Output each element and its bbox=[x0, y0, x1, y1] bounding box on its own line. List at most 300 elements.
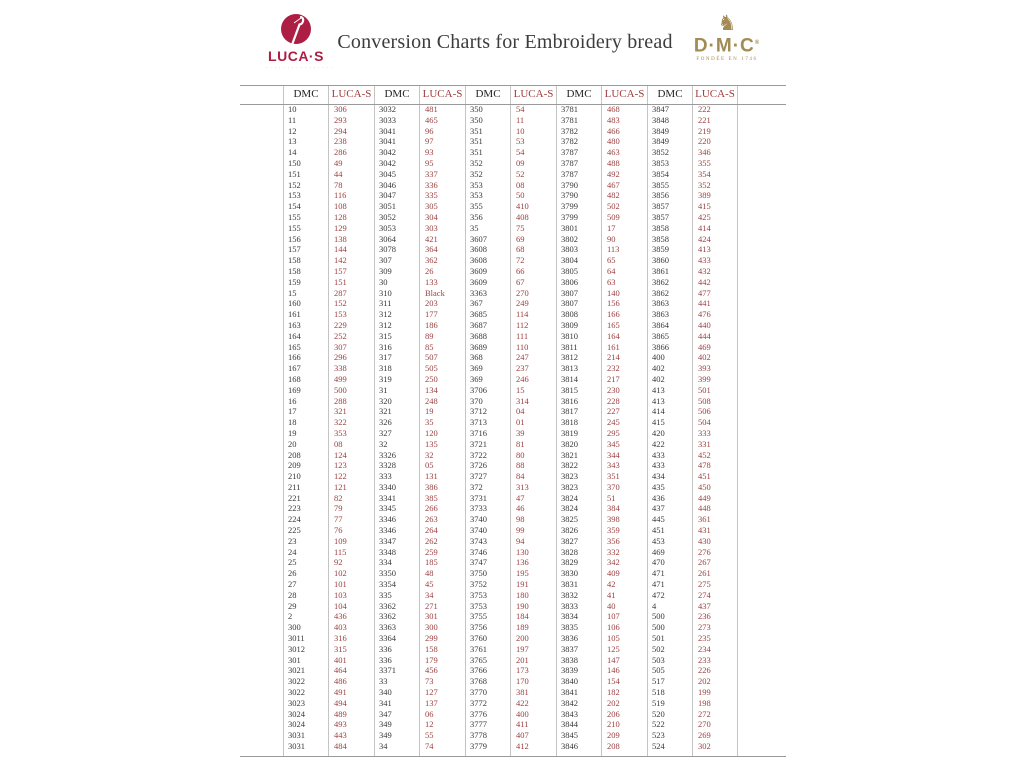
lucas-code-cell: 233 bbox=[698, 654, 711, 665]
dmc-code-cell: 3863 bbox=[652, 298, 669, 309]
dmc-code-cell: 519 bbox=[652, 697, 665, 708]
dmc-code-cell: 3756 bbox=[470, 622, 487, 633]
lucas-code-cell: 389 bbox=[698, 190, 711, 201]
lucas-code-cell: 179 bbox=[425, 654, 438, 665]
lucas-code-cell: 229 bbox=[334, 319, 347, 330]
dmc-code-cell: 24 bbox=[288, 546, 297, 557]
lucas-code-cell: 413 bbox=[698, 244, 711, 255]
dmc-code-cell: 335 bbox=[379, 589, 392, 600]
lucas-code-cell: 04 bbox=[516, 406, 525, 417]
dmc-code-cell: 163 bbox=[288, 319, 301, 330]
dmc-code-cell: 3815 bbox=[561, 384, 578, 395]
dmc-code-cell: 3829 bbox=[561, 557, 578, 568]
lucas-code-cell: 41 bbox=[607, 589, 616, 600]
dmc-code-cell: 29 bbox=[288, 600, 297, 611]
lucas-code-cell: 492 bbox=[607, 168, 620, 179]
lucas-code-cell: 500 bbox=[334, 384, 347, 395]
lucas-code-cell: 484 bbox=[334, 741, 347, 752]
lucas-code-cell: 264 bbox=[425, 525, 438, 536]
dmc-code-cell: 353 bbox=[470, 179, 483, 190]
lucas-code-cell: 443 bbox=[334, 730, 347, 741]
dmc-code-cell: 25 bbox=[288, 557, 297, 568]
dmc-column-header: DMC bbox=[566, 88, 592, 100]
lucas-code-cell: 220 bbox=[698, 136, 711, 147]
lucas-code-cell: 106 bbox=[607, 622, 620, 633]
lucas-code-cell: 299 bbox=[425, 633, 438, 644]
conversion-table bbox=[240, 85, 786, 757]
dmc-code-cell: 3772 bbox=[470, 697, 487, 708]
dmc-code-cell: 502 bbox=[652, 643, 665, 654]
lucas-code-cell: 135 bbox=[425, 438, 438, 449]
lucas-code-cell: 332 bbox=[607, 546, 620, 557]
dmc-code-cell: 3755 bbox=[470, 611, 487, 622]
dmc-code-cell: 223 bbox=[288, 503, 301, 514]
dmc-code-cell: 3362 bbox=[379, 611, 396, 622]
dmc-code-cell: 153 bbox=[288, 190, 301, 201]
lucas-code-cell: 262 bbox=[425, 535, 438, 546]
dmc-code-cell: 517 bbox=[652, 676, 665, 687]
lucas-code-cell: 505 bbox=[425, 363, 438, 374]
lucas-code-cell: 451 bbox=[698, 471, 711, 482]
dmc-code-cell: 3078 bbox=[379, 244, 396, 255]
dmc-code-cell: 157 bbox=[288, 244, 301, 255]
dmc-code-cell: 3830 bbox=[561, 568, 578, 579]
dmc-code-cell: 3779 bbox=[470, 741, 487, 752]
lucas-code-cell: 502 bbox=[607, 201, 620, 212]
dmc-code-cell: 3747 bbox=[470, 557, 487, 568]
lucas-code-cell: 315 bbox=[334, 643, 347, 654]
lucas-code-cell: 146 bbox=[607, 665, 620, 676]
dmc-code-cell: 31 bbox=[379, 384, 388, 395]
lucas-code-cell: 182 bbox=[607, 687, 620, 698]
lucas-column-header: LUCA-S bbox=[331, 88, 372, 100]
lucas-code-cell: 506 bbox=[698, 406, 711, 417]
lucas-code-cell: 410 bbox=[516, 201, 529, 212]
dmc-code-cell: 150 bbox=[288, 157, 301, 168]
dmc-code-cell: 3346 bbox=[379, 514, 396, 525]
lucas-code-cell: 136 bbox=[516, 557, 529, 568]
lucas-code-cell: 26 bbox=[425, 265, 434, 276]
dmc-code-cell: 320 bbox=[379, 395, 392, 406]
lucas-code-cell: 351 bbox=[607, 471, 620, 482]
lucas-code-cell: 51 bbox=[607, 492, 616, 503]
dmc-code-cell: 3022 bbox=[288, 687, 305, 698]
dmc-code-cell: 402 bbox=[652, 373, 665, 384]
dmc-code-cell: 11 bbox=[288, 114, 297, 125]
lucas-code-cell: 344 bbox=[607, 449, 620, 460]
lucas-code-cell: 46 bbox=[516, 503, 525, 514]
dmc-code-cell: 3799 bbox=[561, 201, 578, 212]
dmc-code-cell: 422 bbox=[652, 438, 665, 449]
dmc-code-cell: 158 bbox=[288, 265, 301, 276]
dmc-code-cell: 3835 bbox=[561, 622, 578, 633]
dmc-code-cell: 26 bbox=[288, 568, 297, 579]
lucas-code-cell: 345 bbox=[607, 438, 620, 449]
lucas-code-cell: 147 bbox=[607, 654, 620, 665]
lucas-code-cell: 112 bbox=[516, 319, 529, 330]
lucas-code-cell: 272 bbox=[698, 708, 711, 719]
lucas-code-cell: 214 bbox=[607, 352, 620, 363]
lucas-column-2 bbox=[419, 86, 465, 756]
dmc-code-cell: 312 bbox=[379, 309, 392, 320]
dmc-code-cell: 3807 bbox=[561, 287, 578, 298]
dmc-code-cell: 470 bbox=[652, 557, 665, 568]
lucas-code-cell: 401 bbox=[334, 654, 347, 665]
lucas-code-cell: 47 bbox=[516, 492, 525, 503]
lucas-code-cell: 111 bbox=[516, 330, 529, 341]
lucas-code-cell: 509 bbox=[607, 211, 620, 222]
dmc-code-cell: 3023 bbox=[288, 697, 305, 708]
dmc-code-cell: 356 bbox=[470, 211, 483, 222]
dmc-code-cell: 3326 bbox=[379, 449, 396, 460]
lucas-code-cell: 144 bbox=[334, 244, 347, 255]
lucas-code-cell: 67 bbox=[516, 276, 525, 287]
dmc-code-cell: 3824 bbox=[561, 492, 578, 503]
lucas-code-cell: 64 bbox=[607, 265, 616, 276]
dmc-code-cell: 433 bbox=[652, 449, 665, 460]
lucas-logo-text: LUCA·S bbox=[268, 48, 324, 64]
lucas-code-cell: 403 bbox=[334, 622, 347, 633]
dmc-code-cell: 3802 bbox=[561, 233, 578, 244]
lucas-code-cell: 300 bbox=[425, 622, 438, 633]
dmc-code-cell: 500 bbox=[652, 611, 665, 622]
dmc-code-cell: 3857 bbox=[652, 201, 669, 212]
dmc-code-cell: 321 bbox=[379, 406, 392, 417]
lucas-code-cell: 93 bbox=[425, 147, 434, 158]
lucas-code-cell: 54 bbox=[516, 104, 525, 114]
lucas-code-cell: 444 bbox=[698, 330, 711, 341]
lucas-code-cell: 05 bbox=[425, 460, 434, 471]
dmc-code-cell: 469 bbox=[652, 546, 665, 557]
lucas-code-cell: 124 bbox=[334, 449, 347, 460]
dmc-code-cell: 3866 bbox=[652, 341, 669, 352]
dmc-code-cell: 33 bbox=[379, 676, 388, 687]
lucas-code-cell: 247 bbox=[516, 352, 529, 363]
lucas-code-cell: 81 bbox=[516, 438, 525, 449]
lucas-code-cell: 104 bbox=[334, 600, 347, 611]
dmc-code-cell: 524 bbox=[652, 741, 665, 752]
lucas-code-cell: 399 bbox=[698, 373, 711, 384]
dmc-code-cell: 3828 bbox=[561, 546, 578, 557]
lucas-code-cell: 105 bbox=[607, 633, 620, 644]
dmc-code-cell: 434 bbox=[652, 471, 665, 482]
registered-mark: ® bbox=[754, 40, 761, 46]
lucas-code-cell: 430 bbox=[698, 535, 711, 546]
dmc-code-cell: 3340 bbox=[379, 481, 396, 492]
dmc-code-cell: 3836 bbox=[561, 633, 578, 644]
dmc-code-cell: 3820 bbox=[561, 438, 578, 449]
lucas-code-cell: 152 bbox=[334, 298, 347, 309]
dmc-code-cell: 3787 bbox=[561, 157, 578, 168]
dmc-code-cell: 35 bbox=[470, 222, 479, 233]
lucas-code-cell: 53 bbox=[516, 136, 525, 147]
lucas-code-cell: 113 bbox=[607, 244, 620, 255]
lucas-code-cell: 10 bbox=[516, 125, 525, 136]
lucas-code-cell: 15 bbox=[516, 384, 525, 395]
dmc-code-cell: 353 bbox=[470, 190, 483, 201]
dmc-code-cell: 3753 bbox=[470, 589, 487, 600]
lucas-code-cell: 142 bbox=[334, 255, 347, 266]
lucas-column-header: LUCA-S bbox=[604, 88, 645, 100]
dmc-code-cell: 3689 bbox=[470, 341, 487, 352]
dmc-code-cell: 3855 bbox=[652, 179, 669, 190]
dmc-code-cell: 3760 bbox=[470, 633, 487, 644]
lucas-code-cell: 508 bbox=[698, 395, 711, 406]
dmc-code-cell: 3347 bbox=[379, 535, 396, 546]
dmc-code-cell: 518 bbox=[652, 687, 665, 698]
lucas-code-cell: 482 bbox=[607, 190, 620, 201]
dmc-code-cell: 3787 bbox=[561, 168, 578, 179]
dmc-code-cell: 334 bbox=[379, 557, 392, 568]
lucas-code-cell: 78 bbox=[334, 179, 343, 190]
dmc-code-cell: 336 bbox=[379, 654, 392, 665]
dmc-code-cell: 3042 bbox=[379, 147, 396, 158]
lucas-code-cell: 302 bbox=[698, 741, 711, 752]
lucas-code-cell: 08 bbox=[516, 179, 525, 190]
dmc-code-cell: 3607 bbox=[470, 233, 487, 244]
lucas-code-cell: 467 bbox=[607, 179, 620, 190]
horse-icon: ♞ bbox=[717, 11, 737, 35]
lucas-code-cell: 465 bbox=[425, 114, 438, 125]
lucas-code-cell: 82 bbox=[334, 492, 343, 503]
lucas-code-cell: 197 bbox=[516, 643, 529, 654]
dmc-code-cell: 3743 bbox=[470, 535, 487, 546]
lucas-code-cell: 199 bbox=[698, 687, 711, 698]
dmc-column-3 bbox=[465, 86, 510, 756]
lucas-code-cell: 385 bbox=[425, 492, 438, 503]
lucas-code-cell: 422 bbox=[516, 697, 529, 708]
dmc-code-cell: 340 bbox=[379, 687, 392, 698]
lucas-code-cell: 177 bbox=[425, 309, 438, 320]
lucas-code-cell: 273 bbox=[698, 622, 711, 633]
dmc-code-cell: 3046 bbox=[379, 179, 396, 190]
dmc-code-cell: 3807 bbox=[561, 298, 578, 309]
dmc-logo bbox=[688, 12, 766, 62]
lucas-code-cell: 338 bbox=[334, 363, 347, 374]
dmc-code-cell: 3053 bbox=[379, 222, 396, 233]
lucas-code-cell: 301 bbox=[425, 611, 438, 622]
dmc-code-cell: 3022 bbox=[288, 676, 305, 687]
lucas-code-cell: 203 bbox=[425, 298, 438, 309]
dmc-code-cell: 3047 bbox=[379, 190, 396, 201]
lucas-code-cell: 504 bbox=[698, 417, 711, 428]
lucas-code-cell: 45 bbox=[425, 579, 434, 590]
dmc-code-cell: 3740 bbox=[470, 525, 487, 536]
dmc-code-cell: 3012 bbox=[288, 643, 305, 654]
dmc-code-cell: 3782 bbox=[561, 136, 578, 147]
lucas-code-cell: 304 bbox=[425, 211, 438, 222]
dmc-code-cell: 167 bbox=[288, 363, 301, 374]
dmc-code-cell: 3812 bbox=[561, 352, 578, 363]
dmc-code-cell: 3354 bbox=[379, 579, 396, 590]
dmc-code-cell: 3865 bbox=[652, 330, 669, 341]
dmc-code-cell: 3805 bbox=[561, 265, 578, 276]
dmc-code-cell: 166 bbox=[288, 352, 301, 363]
dmc-code-cell: 3024 bbox=[288, 708, 305, 719]
lucas-code-cell: 411 bbox=[516, 719, 529, 730]
dmc-code-cell: 13 bbox=[288, 136, 297, 147]
lucas-code-cell: 238 bbox=[334, 136, 347, 147]
lucas-code-cell: 275 bbox=[698, 579, 711, 590]
lucas-code-cell: 436 bbox=[334, 611, 347, 622]
lucas-code-cell: 164 bbox=[607, 330, 620, 341]
dmc-code-cell: 402 bbox=[652, 363, 665, 374]
lucas-code-cell: 50 bbox=[516, 190, 525, 201]
lucas-code-cell: 294 bbox=[334, 125, 347, 136]
dmc-code-cell: 3809 bbox=[561, 319, 578, 330]
lucas-column-4 bbox=[601, 86, 647, 756]
dmc-code-cell: 19 bbox=[288, 427, 297, 438]
dmc-code-cell: 370 bbox=[470, 395, 483, 406]
dmc-code-cell: 3346 bbox=[379, 525, 396, 536]
dmc-code-cell: 3362 bbox=[379, 600, 396, 611]
dmc-code-cell: 3823 bbox=[561, 471, 578, 482]
lucas-code-cell: 336 bbox=[425, 179, 438, 190]
dmc-code-cell: 318 bbox=[379, 363, 392, 374]
dmc-code-cell: 3608 bbox=[470, 244, 487, 255]
lucas-code-cell: 286 bbox=[334, 147, 347, 158]
lucas-code-cell: 39 bbox=[516, 427, 525, 438]
dmc-code-cell: 3345 bbox=[379, 503, 396, 514]
lucas-code-cell: 456 bbox=[425, 665, 438, 676]
lucas-code-cell: 270 bbox=[516, 287, 529, 298]
dmc-code-cell: 433 bbox=[652, 460, 665, 471]
dmc-code-cell: 350 bbox=[470, 104, 483, 114]
dmc-code-cell: 413 bbox=[652, 384, 665, 395]
lucas-code-cell: 65 bbox=[607, 255, 616, 266]
lucas-code-cell: 491 bbox=[334, 687, 347, 698]
lucas-code-cell: 88 bbox=[516, 460, 525, 471]
dmc-column-header: DMC bbox=[657, 88, 683, 100]
dmc-code-cell: 307 bbox=[379, 255, 392, 266]
lucas-code-cell: 276 bbox=[698, 546, 711, 557]
lucas-code-cell: 464 bbox=[334, 665, 347, 676]
lucas-code-cell: 402 bbox=[698, 352, 711, 363]
lucas-code-cell: 468 bbox=[607, 104, 620, 114]
dmc-code-cell: 211 bbox=[288, 481, 301, 492]
dmc-code-cell: 3778 bbox=[470, 730, 487, 741]
lucas-code-cell: 226 bbox=[698, 665, 711, 676]
dmc-code-cell: 349 bbox=[379, 730, 392, 741]
dmc-code-cell: 3781 bbox=[561, 114, 578, 125]
lucas-code-cell: 450 bbox=[698, 481, 711, 492]
lucas-logo-tagline: · · · · · · · · · · · · · · · · bbox=[266, 65, 334, 70]
dmc-code-cell: 3849 bbox=[652, 136, 669, 147]
lucas-code-cell: 232 bbox=[607, 363, 620, 374]
dmc-code-cell: 151 bbox=[288, 168, 301, 179]
dmc-code-cell: 333 bbox=[379, 471, 392, 482]
lucas-code-cell: 222 bbox=[698, 104, 711, 114]
dmc-code-cell: 27 bbox=[288, 579, 297, 590]
dmc-code-cell: 155 bbox=[288, 222, 301, 233]
dmc-code-cell: 352 bbox=[470, 157, 483, 168]
lucas-code-cell: 480 bbox=[607, 136, 620, 147]
dmc-column-1 bbox=[283, 86, 328, 756]
lucas-code-cell: 476 bbox=[698, 309, 711, 320]
dmc-code-cell: 3781 bbox=[561, 104, 578, 114]
dmc-code-cell: 3363 bbox=[470, 287, 487, 298]
dmc-code-cell: 3858 bbox=[652, 222, 669, 233]
dmc-code-cell: 3782 bbox=[561, 125, 578, 136]
dmc-code-cell: 3862 bbox=[652, 276, 669, 287]
lucas-code-cell: 408 bbox=[516, 211, 529, 222]
dmc-code-cell: 3770 bbox=[470, 687, 487, 698]
dmc-code-cell: 16 bbox=[288, 395, 297, 406]
lucas-code-cell: 322 bbox=[334, 417, 347, 428]
lucas-code-cell: 362 bbox=[425, 255, 438, 266]
dmc-column-5 bbox=[647, 86, 692, 756]
lucas-code-cell: 507 bbox=[425, 352, 438, 363]
lucas-code-cell: 234 bbox=[698, 643, 711, 654]
dmc-code-cell: 3706 bbox=[470, 384, 487, 395]
dmc-code-cell: 3790 bbox=[561, 179, 578, 190]
dmc-code-cell: 156 bbox=[288, 233, 301, 244]
dmc-code-cell: 30 bbox=[379, 276, 388, 287]
lucas-code-cell: 489 bbox=[334, 708, 347, 719]
lucas-code-cell: 386 bbox=[425, 481, 438, 492]
dmc-code-cell: 3740 bbox=[470, 514, 487, 525]
dmc-code-cell: 4 bbox=[652, 600, 657, 611]
lucas-code-cell: 250 bbox=[425, 373, 438, 384]
dmc-code-cell: 3766 bbox=[470, 665, 487, 676]
lucas-code-cell: 34 bbox=[425, 589, 434, 600]
dmc-code-cell: 523 bbox=[652, 730, 665, 741]
lucas-code-cell: 466 bbox=[607, 125, 620, 136]
dmc-column-header: DMC bbox=[384, 88, 410, 100]
dmc-code-cell: 351 bbox=[470, 136, 483, 147]
lucas-code-cell: 48 bbox=[425, 568, 434, 579]
lucas-code-cell: 180 bbox=[516, 589, 529, 600]
lucas-code-cell: 115 bbox=[334, 546, 347, 557]
dmc-code-cell: 3761 bbox=[470, 643, 487, 654]
dmc-code-cell: 3824 bbox=[561, 503, 578, 514]
lucas-code-cell: 248 bbox=[425, 395, 438, 406]
lucas-code-cell: 121 bbox=[334, 481, 347, 492]
dmc-code-cell: 310 bbox=[379, 287, 392, 298]
dmc-code-cell: 3825 bbox=[561, 514, 578, 525]
lucas-code-cell: 354 bbox=[698, 168, 711, 179]
lucas-code-cell: 313 bbox=[516, 481, 529, 492]
lucas-code-cell: 153 bbox=[334, 309, 347, 320]
dmc-code-cell: 436 bbox=[652, 492, 665, 503]
dmc-code-cell: 152 bbox=[288, 179, 301, 190]
dmc-code-cell: 169 bbox=[288, 384, 301, 395]
lucas-code-cell: 137 bbox=[425, 697, 438, 708]
dmc-code-cell: 3852 bbox=[652, 147, 669, 158]
lucas-code-cell: 209 bbox=[607, 730, 620, 741]
dmc-code-cell: 224 bbox=[288, 514, 301, 525]
lucas-code-cell: 69 bbox=[516, 233, 525, 244]
lucas-code-cell: 134 bbox=[425, 384, 438, 395]
lucas-code-cell: 296 bbox=[334, 352, 347, 363]
dmc-code-cell: 3854 bbox=[652, 168, 669, 179]
dmc-code-cell: 3810 bbox=[561, 330, 578, 341]
lucas-code-cell: 414 bbox=[698, 222, 711, 233]
lucas-code-cell: 201 bbox=[516, 654, 529, 665]
lucas-code-cell: 210 bbox=[607, 719, 620, 730]
lucas-code-cell: 217 bbox=[607, 373, 620, 384]
dmc-code-cell: 3041 bbox=[379, 136, 396, 147]
lucas-code-cell: 421 bbox=[425, 233, 438, 244]
lucas-code-cell: 314 bbox=[516, 395, 529, 406]
lucas-code-cell: 441 bbox=[698, 298, 711, 309]
dmc-code-cell: 3608 bbox=[470, 255, 487, 266]
dmc-code-cell: 225 bbox=[288, 525, 301, 536]
lucas-code-cell: 400 bbox=[516, 708, 529, 719]
dmc-code-cell: 3799 bbox=[561, 211, 578, 222]
lucas-code-cell: 271 bbox=[425, 600, 438, 611]
lucas-code-cell: 343 bbox=[607, 460, 620, 471]
